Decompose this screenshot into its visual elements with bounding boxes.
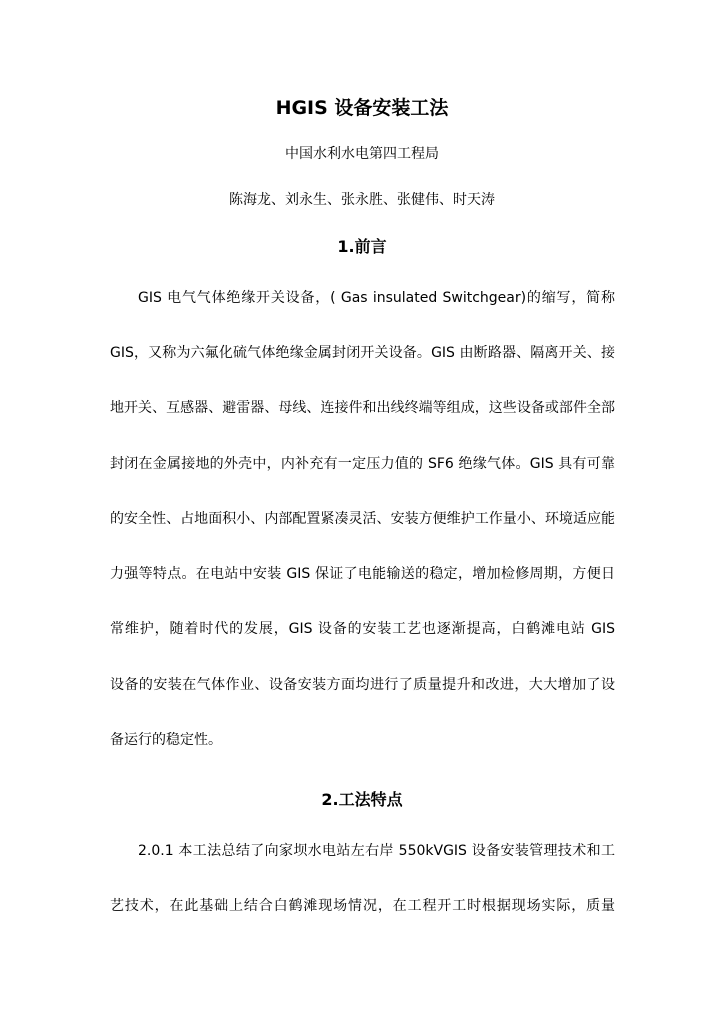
document-title: HGIS 设备安装工法	[275, 97, 449, 119]
paragraph-line: 封闭在金属接地的外壳中，内补充有一定压力值的 SF6 绝缘气体。GIS 具有可靠	[110, 456, 615, 472]
paragraph-line: 艺技术，在此基础上结合白鹤滩现场情况，在工程开工时根据现场实际，质量	[110, 898, 615, 914]
paragraph-line: 的安全性、占地面积小、内部配置紧凑灵活、安装方便维护工作量小、环境适应能	[110, 511, 615, 527]
paragraph-line: 地开关、互感器、避雷器、母线、连接件和出线终端等组成，这些设备或部件全部	[110, 400, 615, 416]
section-heading-introduction: 1.前言	[337, 237, 387, 256]
paragraph-line: 设备的安装在气体作业、设备安装方面均进行了质量提升和改进，大大增加了设	[110, 677, 615, 693]
paragraph-line: 备运行的稳定性。	[110, 732, 222, 748]
paragraph-line: 力强等特点。在电站中安装 GIS 保证了电能输送的稳定，增加检修周期，方便日	[110, 566, 615, 582]
author-list: 陈海龙、刘永生、张永胜、张健伟、时天涛	[229, 192, 495, 208]
paragraph-line: GIS 电气气体绝缘开关设备，( Gas insulated Switchgear)的缩写，简称	[138, 290, 615, 306]
paragraph-line: 常维护，随着时代的发展，GIS 设备的安装工艺也逐渐提高，白鹤滩电站 GIS	[110, 621, 615, 637]
paragraph-line: GIS，又称为六氟化硫气体绝缘金属封闭开关设备。GIS 由断路器、隔离开关、接	[110, 345, 615, 361]
paragraph-line: 2.0.1 本工法总结了向家坝水电站左右岸 550kVGIS 设备安装管理技术和工	[138, 843, 615, 859]
organization-name: 中国水利水电第四工程局	[285, 146, 439, 162]
section-heading-features: 2.工法特点	[321, 790, 403, 809]
